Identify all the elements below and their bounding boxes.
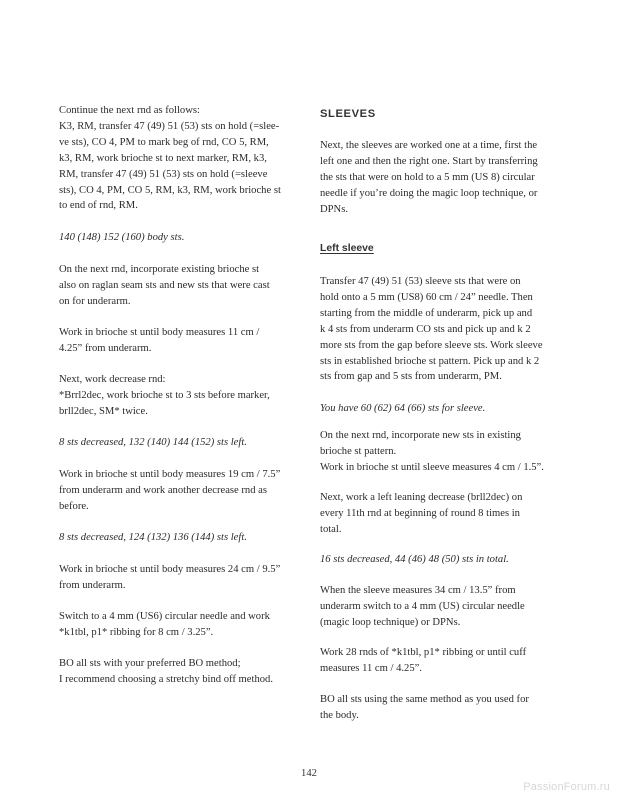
paragraph-rnd-instructions: Continue the next rnd as follows: K3, RM, transfer 47 (49) 51 (53) sts on hold (=slee- ve sts), CO 4, PM to mark beg of rnd, CO 5, RM, k3, RM, work brioche st to next marker, RM, k3, RM, transfer 47 (49) 51 (53) sts on hold (=sleeve sts), CO 4, PM, CO 5, RM, k3, RM, work brioche st to end of rnd, RM.	[59, 105, 281, 212]
paragraph-body-sts-count: 140 (148) 152 (160) body sts.	[59, 232, 185, 243]
page-number: 142	[301, 768, 317, 779]
paragraph-bind-off-sleeve: BO all sts using the same method as you used for the body.	[320, 694, 529, 721]
paragraph-switch-needle: Switch to a 4 mm (US6) circular needle and work *k1tbl, p1* ribbing for 8 cm / 3.25”.	[59, 611, 270, 638]
paragraph-bind-off: BO all sts with your preferred BO method; I recommend choosing a stretchy bind off method.	[59, 658, 273, 685]
paragraph-sleeves-intro: Next, the sleeves are worked one at a time, first the left one and then the right one. Start by transferring the sts that were on hold to a 5 mm (US 8) circular needle if you’re doing the magic loop technique, or DPNs.	[320, 140, 538, 215]
paragraph-incorporate-brioche: On the next rnd, incorporate existing brioche st also on raglan seam sts and new sts that were cast on for underarm.	[59, 264, 270, 307]
subheading-left-sleeve: Left sleeve	[320, 243, 374, 254]
paragraph-left-leaning-decrease: Next, work a left leaning decrease (brll2dec) on every 11th rnd at beginning of round 8 times in total.	[320, 492, 523, 535]
paragraph-switch-needle-sleeve: When the sleeve measures 34 cm / 13.5” from underarm switch to a 4 mm (US) circular needle (magic loop technique) or DPNs.	[320, 585, 525, 628]
paragraph-work-11cm: Work in brioche st until body measures 11 cm / 4.25” from underarm.	[59, 327, 260, 354]
paragraph-ribbing-cuff: Work 28 rnds of *k1tbl, p1* ribbing or until cuff measures 11 cm / 4.25”.	[320, 647, 527, 674]
paragraph-sleeve-sts-count: You have 60 (62) 64 (66) sts for sleeve.	[320, 403, 486, 414]
paragraph-sleeve-decrease-result: 16 sts decreased, 44 (46) 48 (50) sts in total.	[320, 554, 509, 565]
paragraph-decrease-result-2: 8 sts decreased, 124 (132) 136 (144) sts left.	[59, 532, 247, 543]
watermark: PassionForum.ru	[523, 781, 610, 793]
paragraph-transfer-sleeve-sts: Transfer 47 (49) 51 (53) sleeve sts that were on hold onto a 5 mm (US8) 60 cm / 24” needle. Then starting from the middle of underarm, pick up and k 4 sts from underarm CO sts and pick up and k 2 more sts from the gap before sleeve sts. Work sleeve sts in established brioche st pattern. Pick up and k 2 sts from gap and 5 sts from underarm, PM.	[320, 276, 543, 383]
section-heading-sleeves: SLEEVES	[320, 108, 376, 120]
paragraph-decrease-result-1: 8 sts decreased, 132 (140) 144 (152) sts left.	[59, 437, 247, 448]
paragraph-work-24cm: Work in brioche st until body measures 24 cm / 9.5” from underarm.	[59, 564, 281, 591]
paragraph-decrease-rnd: Next, work decrease rnd: *Brrl2dec, work brioche st to 3 sts before marker, brll2dec, SM* twice.	[59, 374, 270, 417]
paragraph-work-19cm: Work in brioche st until body measures 19 cm / 7.5” from underarm and work another decrease rnd as before.	[59, 469, 281, 512]
paragraph-incorporate-new-sts: On the next rnd, incorporate new sts in existing brioche st pattern. Work in brioche st until sleeve measures 4 cm / 1.5”.	[320, 430, 544, 473]
